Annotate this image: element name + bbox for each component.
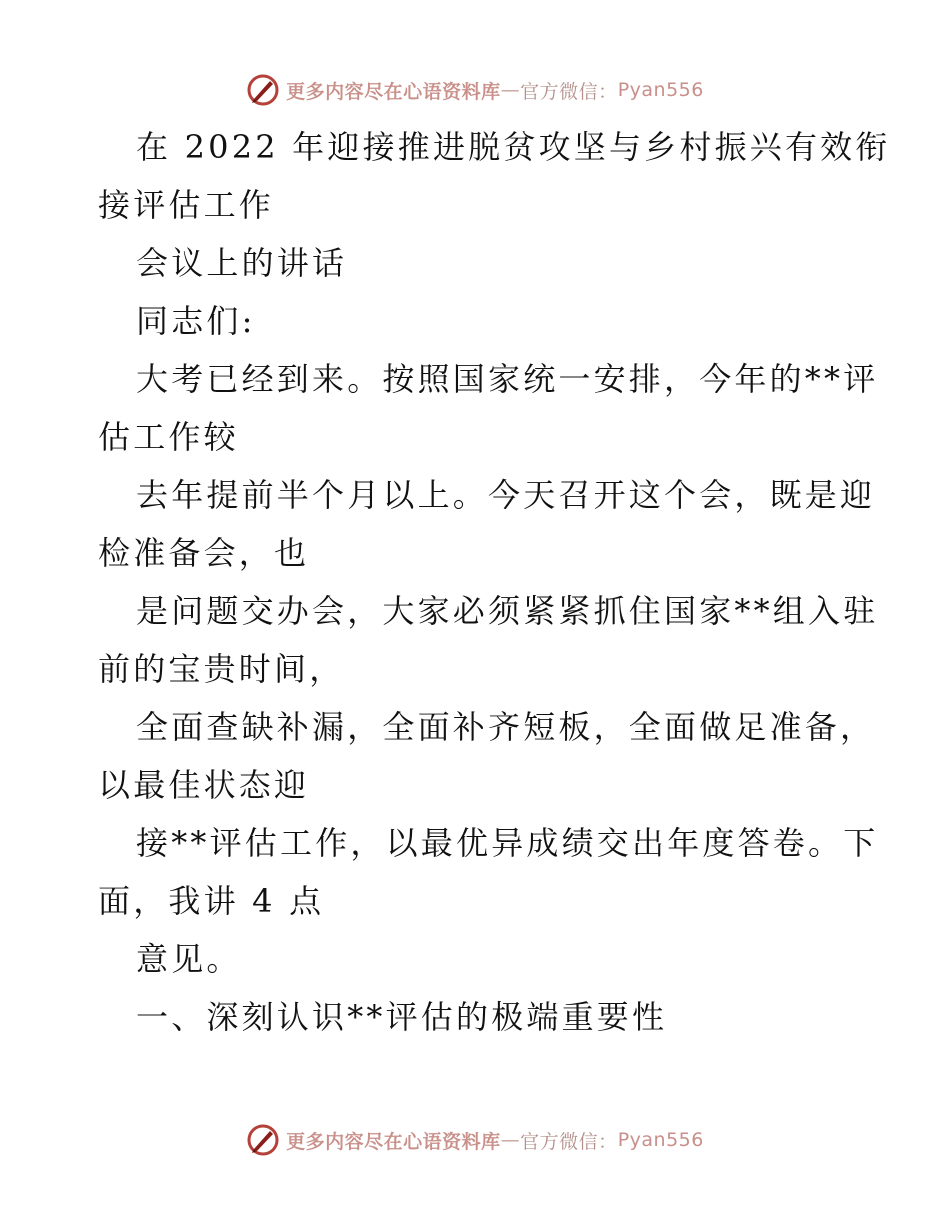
- watermark-main-text: 更多内容尽在心语资料库: [286, 1130, 501, 1153]
- watermark-main-text: 更多内容尽在心语资料库: [286, 80, 501, 103]
- quill-pen-logo-icon: [246, 1123, 280, 1157]
- document-line: 意见。: [136, 940, 242, 978]
- document-line: 大考已经到来。按照国家统一安排，今年的**评: [136, 360, 879, 398]
- document-line: 全面查缺补漏，全面补齐短板，全面做足准备，: [136, 708, 876, 746]
- document-line: 估工作较: [98, 418, 239, 456]
- watermark-official-label: 官方微信：: [520, 1130, 618, 1153]
- watermark-separator: —: [500, 1129, 521, 1151]
- document-line: 接评估工作: [98, 186, 275, 224]
- document-line: 在 2022 年迎接推进脱贫攻坚与乡村振兴有效衔: [136, 128, 891, 166]
- quill-pen-logo-icon: [246, 73, 280, 107]
- watermark-header: [0, 70, 950, 110]
- document-line: 面，我讲 4 点: [98, 882, 325, 920]
- document-line: 一、深刻认识**评估的极端重要性: [136, 998, 668, 1036]
- document-line: 以最佳状态迎: [98, 766, 310, 804]
- watermark-wechat-id: Pyan556: [617, 1129, 704, 1151]
- watermark-separator: —: [500, 79, 521, 101]
- document-line: 同志们:: [136, 302, 256, 340]
- document-line: 会议上的讲话: [136, 244, 348, 282]
- document-line: 去年提前半个月以上。今天召开这个会，既是迎: [136, 476, 876, 514]
- document-line: 是问题交办会，大家必须紧紧抓住国家**组入驻: [136, 592, 879, 630]
- watermark-official-label: 官方微信：: [520, 80, 618, 103]
- watermark-footer: [0, 1120, 950, 1160]
- watermark-wechat-id: Pyan556: [617, 79, 704, 101]
- document-body: [98, 118, 891, 1046]
- document-line: 前的宝贵时间，: [98, 650, 345, 688]
- document-line: 接**评估工作，以最优异成绩交出年度答卷。下: [136, 824, 879, 862]
- document-line: 检准备会，也: [98, 534, 310, 572]
